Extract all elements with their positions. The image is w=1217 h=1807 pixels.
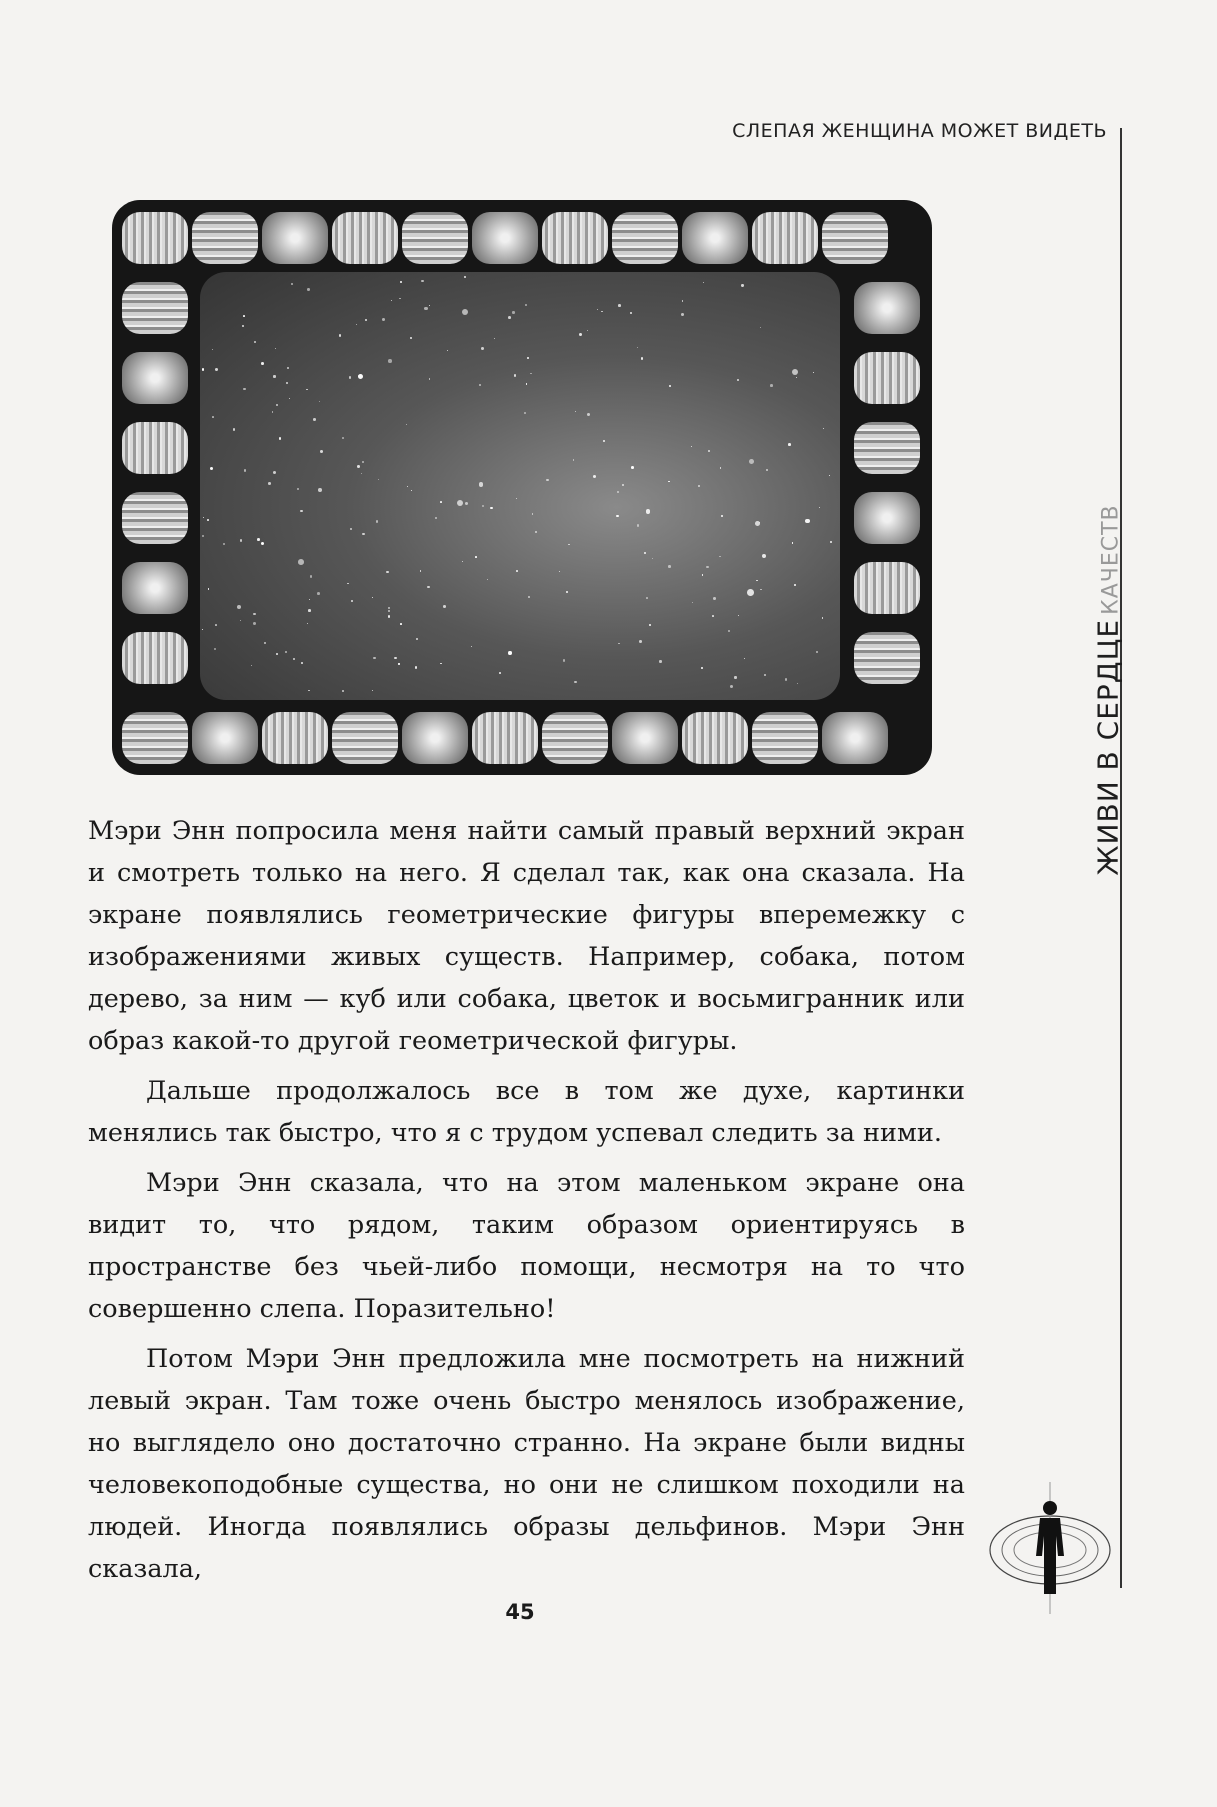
star [223,543,225,545]
star [668,481,669,482]
star [819,507,820,508]
star [630,312,632,314]
star [212,416,214,418]
star [399,298,400,299]
star [617,491,619,493]
star [622,484,625,487]
star [289,398,290,399]
star [435,517,437,519]
star [512,311,514,313]
star [320,450,323,453]
star [427,586,429,588]
star [242,325,244,327]
star [440,501,442,503]
star [457,500,463,506]
star [203,517,204,518]
star [575,411,576,412]
star [720,467,722,469]
star [272,411,274,413]
screen-tile [122,282,188,334]
screen-tile [542,212,608,264]
screen-tile [192,712,258,764]
screen-tile [402,212,468,264]
star [770,384,773,387]
screen-tile [854,352,920,404]
star [532,513,533,514]
star [579,333,582,336]
star [407,486,408,487]
star [490,507,492,509]
screen-tile [332,712,398,764]
star [275,348,276,349]
star [618,643,620,645]
star [481,347,484,350]
star [273,375,275,377]
star [563,659,566,662]
star [566,591,568,593]
star [734,676,736,678]
star [215,624,217,626]
star [792,369,798,375]
star [391,300,392,301]
star [410,337,412,339]
star [479,384,481,386]
star [416,638,418,640]
screen-tile [122,632,188,684]
star [646,597,648,599]
star [362,461,364,463]
screen-tile [752,712,818,764]
star [721,515,723,517]
star [730,685,733,688]
book-title-vertical [1092,504,1125,875]
star [639,640,642,643]
star [760,327,761,328]
star [240,539,242,541]
star [788,443,791,446]
star [308,690,310,692]
star [762,554,766,558]
star [669,385,671,387]
star [291,283,293,285]
star [376,520,378,522]
human-torus-icon [985,1478,1115,1618]
star [792,542,794,544]
star [298,559,304,565]
paragraph: Потом Мэри Энн предложила мне посмотреть на нижний левый экран. Там тоже очень быстро менялось изображение, но выглядело оно достаточно странно. На экране были видны человекоподобные существа, но они не слишком походили на людей. Иногда появлялись образы дельфинов. Мэри Энн сказала, [88,1344,965,1584]
star [703,282,704,283]
star [587,330,588,331]
star [268,482,271,485]
star [464,276,466,278]
star [482,505,484,507]
star [273,471,276,474]
page-number: 45 [505,1600,535,1624]
screen-tile [854,632,920,684]
star [616,515,618,517]
star [342,690,344,692]
screen-tile [262,712,328,764]
star [785,678,787,680]
star [339,334,341,336]
star [253,622,256,625]
star [494,338,495,339]
star [796,377,797,378]
star [261,362,264,365]
star [342,437,344,439]
star [415,666,417,668]
star [257,538,260,541]
star [652,558,653,559]
star [797,683,798,684]
star [207,519,209,521]
star [421,280,424,283]
screen-tile [612,212,678,264]
star [254,341,256,343]
star [744,658,745,659]
star [587,413,590,416]
screen-tile [822,712,888,764]
star [574,681,576,683]
star [499,672,501,674]
screen-tile [332,212,398,264]
star [388,359,392,363]
star [741,284,743,286]
running-header: СЛЕПАЯ ЖЕНЩИНА МОЖЕТ ВИДЕТЬ [732,120,1107,142]
star [644,552,646,554]
star [682,300,684,302]
star [462,561,463,562]
star [713,597,716,600]
star [764,674,766,676]
star [528,596,530,598]
star [357,465,360,468]
star [212,349,213,350]
star [766,469,768,471]
star [691,446,692,447]
star [319,401,320,402]
star [641,357,644,360]
star [668,565,671,568]
book-title: ЖИВИ В СЕРДЦЕ [1091,618,1125,876]
star [573,459,575,461]
paragraph: Дальше продолжалось все в том же духе, картинки менялись так быстро, что я с трудом успевал следить за ними. [88,1076,965,1148]
star [309,599,310,600]
star [208,588,209,589]
screen-tile [402,712,468,764]
star [508,316,511,319]
star [237,605,241,609]
screen-tile [682,712,748,764]
star [649,624,652,627]
star [816,651,819,654]
star [264,642,265,643]
star [307,623,308,624]
star [420,570,421,571]
star [240,620,241,621]
star [487,579,488,580]
star [386,571,389,574]
star [349,376,351,378]
star [358,374,363,379]
star [719,556,720,557]
star [475,556,477,558]
star [378,479,379,480]
star [568,544,569,545]
star [465,502,468,505]
star [233,428,235,430]
star [516,498,518,500]
star [424,307,427,310]
star [756,580,758,582]
star [479,482,483,486]
star [286,382,288,384]
star [526,383,527,384]
star [365,319,367,321]
star [830,541,832,543]
screen-tile [854,492,920,544]
star [202,629,203,630]
star [388,615,390,617]
star [514,374,517,377]
star [659,660,661,662]
star [443,605,446,608]
star [411,490,412,491]
screen-tile [262,212,328,264]
star [372,597,373,598]
star [637,347,638,348]
star [702,574,703,575]
star [202,368,204,370]
star [462,309,468,315]
star [261,542,264,545]
screen-tile [472,212,538,264]
star [755,521,760,526]
star [310,575,312,577]
star [215,368,218,371]
star [293,658,295,660]
star [527,357,529,359]
screen-tile [122,422,188,474]
star [313,418,316,421]
star [524,412,526,414]
star [593,475,596,478]
star [394,657,396,659]
star [361,473,362,474]
screen-tile [612,712,678,764]
star [546,479,548,481]
star [388,607,389,608]
paragraph: Мэри Энн сказала, что на этом маленьком экране она видит то, что рядом, таким образом ориентируясь в пространстве без чьей-либо помощи, несмотря на то что совершенно слепа. Поразительно! [88,1168,965,1324]
screen-tile [122,492,188,544]
star [318,488,322,492]
star [362,533,365,536]
screen-tile [472,712,538,764]
star [471,646,472,647]
star [400,281,402,283]
star [597,309,598,310]
body-text [88,810,965,1598]
star [440,663,441,664]
star [794,584,796,586]
star [813,372,814,373]
star [253,613,256,616]
star [301,662,303,664]
star [406,424,407,425]
star [805,519,810,524]
star [447,350,448,351]
screen-tile [682,212,748,264]
star [637,524,639,526]
star [603,440,605,442]
star [317,592,320,595]
star [747,589,754,596]
star [701,667,702,668]
star [706,566,709,569]
star [285,651,287,653]
star [516,570,518,572]
star [712,615,714,617]
screen-tile [122,562,188,614]
star [308,609,311,612]
star [373,657,376,660]
star [760,589,762,591]
star [300,510,302,512]
star [202,535,204,537]
star [698,485,701,488]
star [823,428,824,429]
star [210,467,213,470]
starfield-screen [200,272,840,700]
screen-tile [122,712,188,764]
star [749,459,754,464]
star [351,600,353,602]
screen-tile [542,712,608,764]
screen-tile [822,212,888,264]
star [276,404,278,406]
star [618,304,621,307]
star [297,488,298,489]
star [306,389,307,390]
star [429,305,431,307]
screen-tile [854,422,920,474]
bleed-through-text: КАЧЕСТВ [1098,504,1124,615]
star [243,315,245,317]
star [692,602,693,603]
screen-tile [752,212,818,264]
screen-tile [122,352,188,404]
star [307,288,310,291]
star [646,509,650,513]
star [279,437,281,439]
star [829,475,831,477]
star [535,531,537,533]
star [728,630,730,632]
star [738,615,739,616]
star [243,388,245,390]
star [244,469,247,472]
star [350,528,352,530]
screen-tile [192,212,258,264]
paragraph: Мэри Энн попросила меня найти самый правый верхний экран и смотреть только на него. Я сделал так, как она сказала. На экране появлялись геометрические фигуры вперемежку с изображениями живых существ. Например, собака, потом дерево, за ним — куб или собака, цветок и восьмигранник или образ какой-то другой геометрической фигуры. [88,816,965,1056]
star [400,623,402,625]
star [251,665,253,667]
star [382,318,385,321]
screen-tile [854,282,920,334]
star [681,313,684,316]
star [525,304,527,306]
star [356,324,357,325]
star [388,610,390,612]
screen-tile [854,562,920,614]
star [822,617,824,619]
star [347,583,349,585]
star [601,311,603,313]
screens-illustration [112,200,932,775]
star [214,648,216,650]
star [508,651,511,654]
star [429,378,430,379]
star [530,373,531,374]
star [287,367,289,369]
screen-tile [122,212,188,264]
star [708,450,710,452]
star [276,653,278,655]
star [398,663,399,664]
star [631,466,634,469]
star [737,379,739,381]
star [372,690,373,691]
star [559,571,560,572]
